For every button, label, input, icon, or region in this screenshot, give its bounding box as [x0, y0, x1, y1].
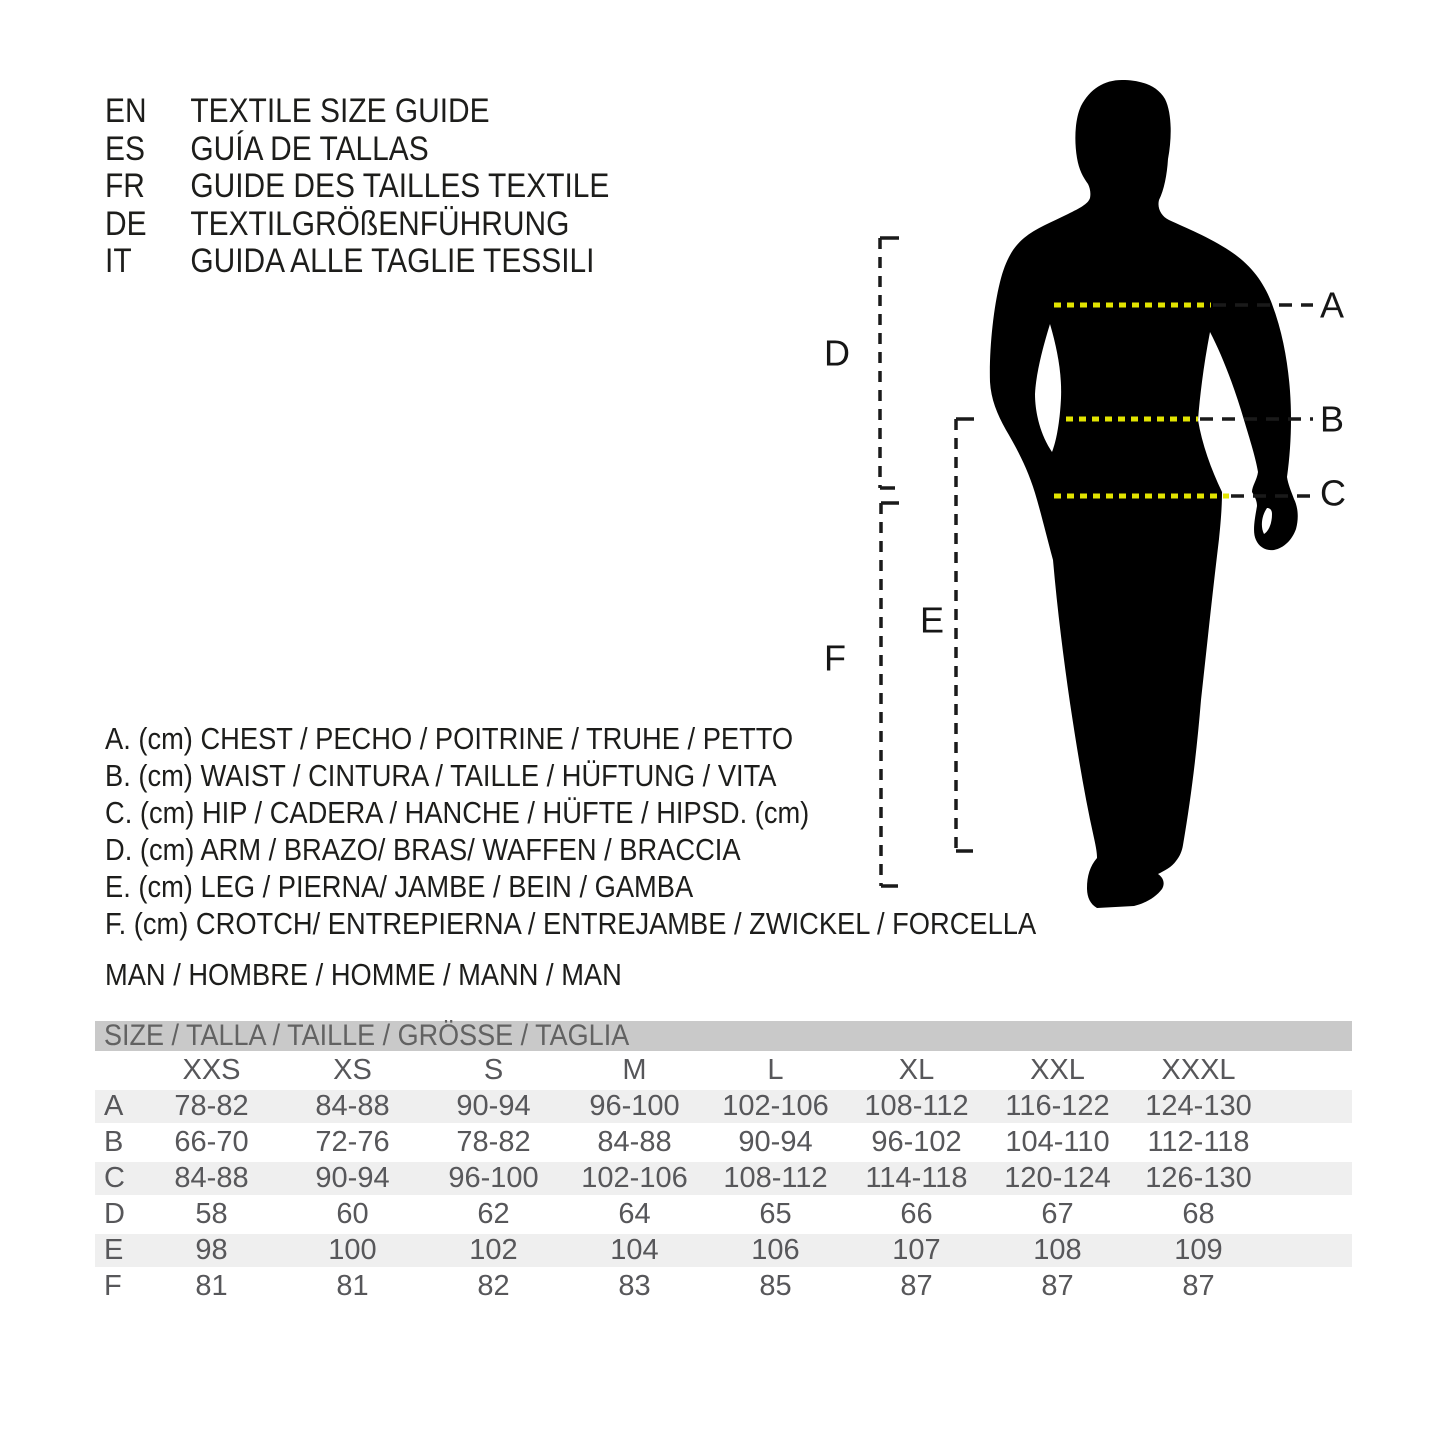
language-code: DE — [105, 204, 147, 243]
size-column-header: XL — [898, 1054, 935, 1086]
size-value-cell: 66 — [900, 1198, 933, 1230]
language-code: ES — [105, 129, 145, 168]
size-value-cell: 120-124 — [1004, 1162, 1111, 1194]
size-value-cell: 84-88 — [597, 1126, 672, 1158]
audience-line: MAN / HOMBRE / HOMME / MANN / MAN — [105, 957, 622, 992]
guide-title: GUIDE DES TAILLES TEXTILE — [190, 167, 610, 205]
row-label: A — [104, 1090, 124, 1122]
size-value-cell: 85 — [759, 1270, 792, 1302]
size-column-header: XXS — [182, 1054, 241, 1086]
size-value-cell: 108-112 — [864, 1090, 969, 1122]
size-value-cell: 87 — [1041, 1270, 1074, 1302]
table-header-bar — [95, 1021, 1352, 1051]
row-spacer — [1269, 1197, 1352, 1233]
label-waist: B — [1320, 398, 1345, 440]
size-value-cell: 65 — [759, 1198, 792, 1230]
size-value-cell: 107 — [892, 1234, 941, 1266]
label-chest: A — [1320, 284, 1345, 326]
size-value-cell: 106 — [751, 1234, 800, 1266]
row-spacer — [1269, 1233, 1352, 1269]
size-value-cell: 81 — [195, 1270, 228, 1302]
row-label: C — [104, 1162, 125, 1194]
size-value-cell: 87 — [900, 1270, 933, 1302]
man-silhouette — [990, 80, 1298, 908]
table-sizes-row — [95, 1053, 1352, 1089]
size-value-cell: 81 — [336, 1270, 369, 1302]
row-label: F — [104, 1270, 122, 1302]
size-value-cell: 104 — [610, 1234, 659, 1266]
size-value-cell: 112-118 — [1147, 1126, 1250, 1158]
size-column-header: S — [483, 1054, 504, 1086]
row-spacer — [1269, 1125, 1352, 1161]
language-code: IT — [105, 242, 132, 280]
size-value-cell: 114-118 — [865, 1162, 968, 1194]
row-spacer — [1269, 1269, 1352, 1305]
sizes-row-spacer — [1269, 1053, 1352, 1089]
label-leg: E — [920, 599, 945, 641]
size-value-cell: 116-122 — [1005, 1090, 1110, 1122]
label-arm: D — [824, 332, 850, 374]
size-column-header: XXL — [1030, 1054, 1085, 1086]
size-value-cell: 96-100 — [448, 1162, 539, 1194]
size-value-cell: 90-94 — [738, 1126, 813, 1158]
size-column-header: XXXL — [1161, 1054, 1236, 1086]
row-spacer — [1269, 1089, 1352, 1125]
measurement-definition: F. (cm) CROTCH/ ENTREPIERNA / ENTREJAMBE / ZWICKEL / FORCELLA — [105, 906, 1037, 941]
size-value-cell: 84-88 — [174, 1162, 249, 1194]
size-value-cell: 102-106 — [581, 1162, 688, 1194]
size-value-cell: 96-100 — [589, 1090, 680, 1122]
size-value-cell: 90-94 — [315, 1162, 390, 1194]
size-value-cell: 90-94 — [456, 1090, 531, 1122]
table-row — [95, 1269, 1352, 1305]
size-value-cell: 72-76 — [315, 1126, 390, 1158]
table-row — [95, 1125, 1352, 1161]
measurement-definition: B. (cm) WAIST / CINTURA / TAILLE / HÜFTUNG / VITA — [105, 758, 777, 793]
size-value-cell: 66-70 — [174, 1126, 249, 1158]
label-hip: C — [1320, 472, 1346, 514]
measurement-definition: D. (cm) ARM / BRAZO/ BRAS/ WAFFEN / BRACCIA — [105, 832, 741, 867]
size-value-cell: 100 — [328, 1234, 377, 1266]
measurement-definition: A. (cm) CHEST / PECHO / POITRINE / TRUHE / PETTO — [105, 721, 794, 756]
size-column-header: L — [767, 1054, 784, 1086]
size-value-cell: 78-82 — [174, 1090, 249, 1122]
row-label: D — [104, 1198, 125, 1230]
table-row — [95, 1161, 1352, 1197]
size-grid — [95, 1051, 1352, 1306]
row-spacer — [1269, 1161, 1352, 1197]
table-header-title: SIZE / TALLA / TAILLE / GRÖSSE / TAGLIA — [104, 1019, 630, 1052]
size-value-cell: 84-88 — [315, 1090, 390, 1122]
table-row — [95, 1089, 1352, 1125]
measurement-definition: C. (cm) HIP / CADERA / HANCHE / HÜFTE / HIPSD. (cm) — [105, 795, 810, 830]
size-value-cell: 62 — [477, 1198, 510, 1230]
size-value-cell: 108-112 — [723, 1162, 828, 1194]
size-value-cell: 102-106 — [722, 1090, 829, 1122]
size-column-header: M — [622, 1054, 647, 1086]
size-value-cell: 96-102 — [871, 1126, 962, 1158]
size-value-cell: 67 — [1041, 1198, 1074, 1230]
size-value-cell: 126-130 — [1145, 1162, 1252, 1194]
guide-title: TEXTILGRÖßENFÜHRUNG — [190, 204, 570, 243]
guide-title: GUÍA DE TALLAS — [190, 129, 429, 168]
size-value-cell: 64 — [618, 1198, 651, 1230]
size-value-cell: 108 — [1033, 1234, 1082, 1266]
measurement-definition: E. (cm) LEG / PIERNA/ JAMBE / BEIN / GAMBA — [105, 869, 694, 904]
row-label: E — [104, 1234, 124, 1266]
size-value-cell: 104-110 — [1005, 1126, 1110, 1158]
table-row — [95, 1197, 1352, 1233]
row-label: B — [104, 1126, 124, 1158]
size-value-cell: 68 — [1182, 1198, 1215, 1230]
size-value-cell: 87 — [1182, 1270, 1215, 1302]
sizes-row-corner — [95, 1053, 141, 1089]
size-value-cell: 58 — [195, 1198, 228, 1230]
size-value-cell: 98 — [195, 1234, 228, 1266]
size-value-cell: 82 — [477, 1270, 510, 1302]
size-value-cell: 124-130 — [1145, 1090, 1252, 1122]
size-value-cell: 109 — [1174, 1234, 1223, 1266]
label-crotch: F — [824, 637, 846, 679]
language-code: FR — [105, 167, 145, 205]
size-value-cell: 102 — [469, 1234, 518, 1266]
table-row — [95, 1233, 1352, 1269]
language-code: EN — [105, 92, 147, 130]
size-column-header: XS — [333, 1054, 372, 1086]
guide-title: TEXTILE SIZE GUIDE — [190, 92, 490, 130]
size-value-cell: 60 — [336, 1198, 369, 1230]
size-value-cell: 83 — [618, 1270, 651, 1302]
guide-title: GUIDA ALLE TAGLIE TESSILI — [190, 242, 595, 280]
size-table — [95, 1021, 1352, 1306]
size-value-cell: 78-82 — [456, 1126, 531, 1158]
